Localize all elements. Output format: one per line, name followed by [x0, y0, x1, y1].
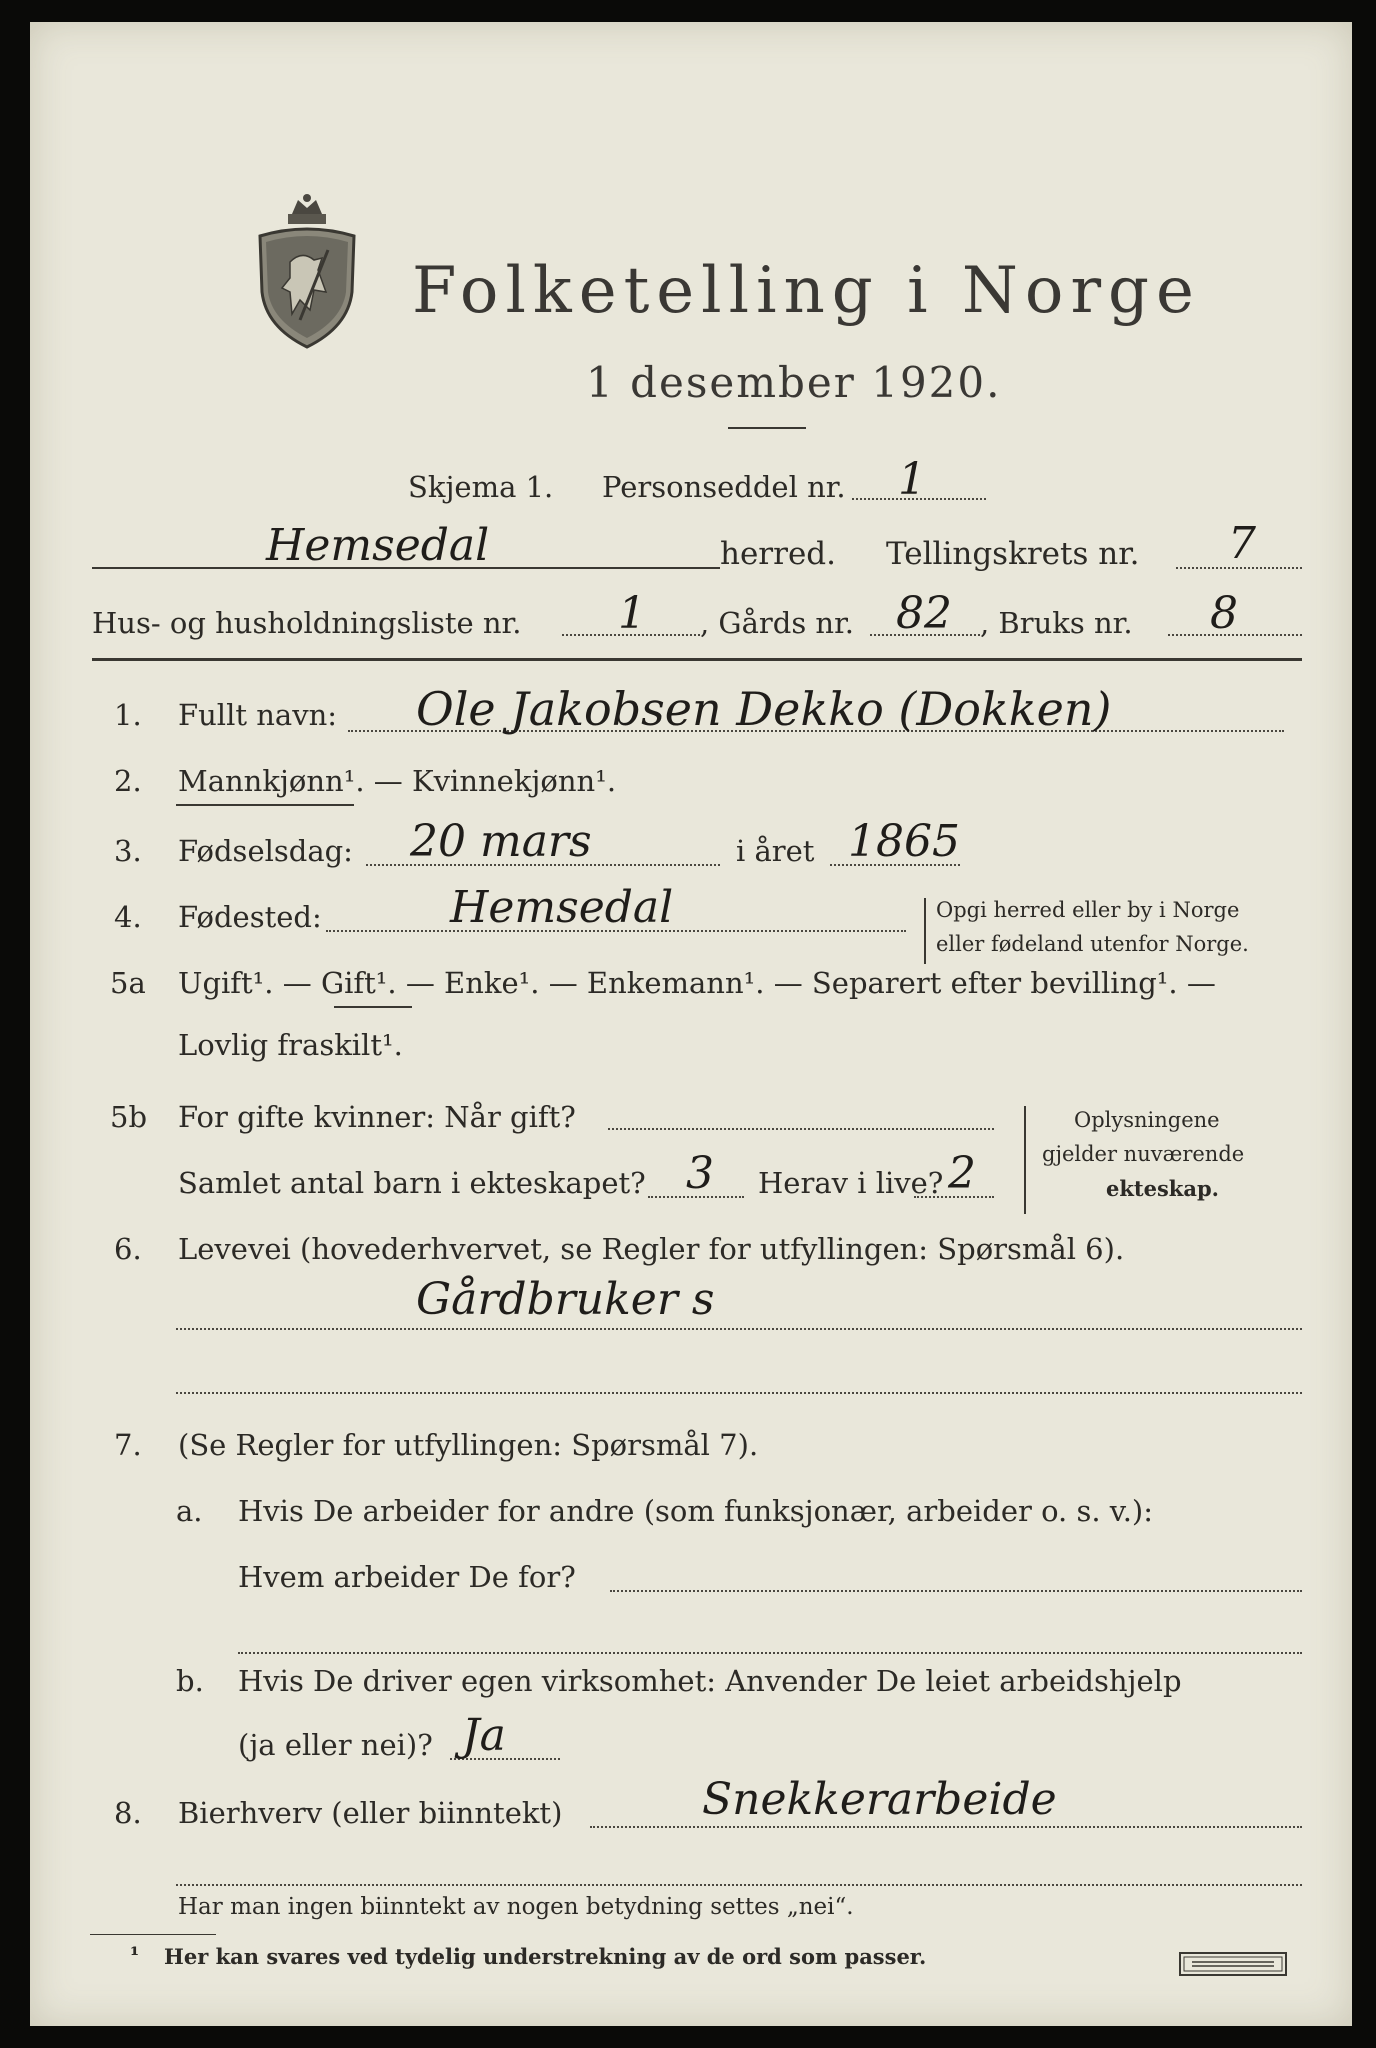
- q4-note-line2: eller fødeland utenfor Norge.: [936, 932, 1249, 956]
- q5a-number: 5a: [110, 966, 146, 1000]
- q2-label: Mannkjønn¹. — Kvinnekjønn¹.: [178, 764, 617, 798]
- q8-value: Snekkerarbeide: [702, 1774, 1057, 1825]
- hus-value: 1: [618, 588, 646, 639]
- q6-label: Levevei (hovederhvervet, se Regler for utfyllingen: Spørsmål 6).: [178, 1232, 1125, 1266]
- q7b-line2: (ja eller nei)?: [238, 1728, 433, 1762]
- bruks-value: 8: [1210, 588, 1238, 639]
- q3-label: Fødselsdag:: [178, 834, 353, 868]
- tellingskrets-value: 7: [1228, 518, 1256, 569]
- bruks-label: , Bruks nr.: [980, 606, 1133, 640]
- footnote-text: Her kan svares ved tydelig understrekning av de ord som passer.: [164, 1944, 927, 1969]
- personseddel-value: 1: [898, 454, 926, 505]
- q4-number: 4.: [114, 900, 142, 934]
- title-divider: [728, 427, 806, 429]
- page-title: Folketelling i Norge: [412, 254, 1201, 328]
- q7a-field-line2: [238, 1652, 1302, 1654]
- q3-year-value: 1865: [848, 816, 960, 867]
- q5a-gift-underline: [334, 1006, 412, 1008]
- q1-value: Ole Jakobsen Dekko (Dokken): [416, 682, 1112, 736]
- q7b-value: Ja: [462, 1710, 506, 1761]
- q5a-line1: Ugift¹. — Gift¹. — Enke¹. — Enkemann¹. — Separert efter bevilling¹. —: [178, 966, 1216, 1000]
- q7a-letter: a.: [176, 1494, 203, 1528]
- q3-value: 20 mars: [410, 816, 592, 867]
- printer-stamp-icon: [1178, 1950, 1288, 1978]
- q5b-when-field: [608, 1128, 994, 1130]
- q8-field-line2: [176, 1884, 1302, 1886]
- biinntekt-note: Har man ingen biinntekt av nogen betydning settes „nei“.: [178, 1894, 854, 1920]
- q4-note-brace: [924, 898, 926, 964]
- q5b-ilive-label: Herav i live?: [758, 1166, 944, 1200]
- skjema-label: Skjema 1.: [408, 470, 554, 504]
- q2-number: 2.: [114, 764, 142, 798]
- q7a-line2: Hvem arbeider De for?: [238, 1560, 576, 1594]
- q5b-note-line1: Oplysningene: [1074, 1108, 1220, 1132]
- q8-field-line1: [590, 1826, 1302, 1828]
- q5b-number: 5b: [110, 1100, 148, 1134]
- q5b-ilive-value: 2: [948, 1148, 976, 1199]
- q5b-note-brace: [1024, 1106, 1026, 1214]
- personseddel-label: Personseddel nr.: [602, 470, 846, 504]
- q5b-barn-value: 3: [686, 1148, 714, 1199]
- q4-note-line1: Opgi herred eller by i Norge: [936, 898, 1240, 922]
- tellingskrets-label: Tellingskrets nr.: [886, 536, 1140, 572]
- census-form-page: [30, 22, 1352, 2026]
- norway-coat-of-arms-icon: [252, 192, 362, 352]
- q4-label: Fødested:: [178, 900, 322, 934]
- q7-number: 7.: [114, 1428, 142, 1462]
- q1-number: 1.: [114, 698, 142, 732]
- q6-field-line1: [176, 1328, 1302, 1330]
- hus-label: Hus- og husholdningsliste nr.: [92, 606, 522, 640]
- q7-label: (Se Regler for utfyllingen: Spørsmål 7).: [178, 1428, 759, 1462]
- q5b-note-line3: ekteskap.: [1106, 1176, 1219, 1201]
- q5b-label1: For gifte kvinner: Når gift?: [178, 1100, 576, 1134]
- header-divider: [92, 658, 1302, 661]
- q8-number: 8.: [114, 1796, 142, 1830]
- gards-label: , Gårds nr.: [700, 606, 854, 640]
- footnote-divider: [90, 1934, 216, 1935]
- q7a-line1: Hvis De arbeider for andre (som funksjonær, arbeider o. s. v.):: [238, 1494, 1154, 1528]
- q3-number: 3.: [114, 834, 142, 868]
- q6-value: Gårdbruker s: [416, 1274, 715, 1325]
- footnote-mark: ¹: [130, 1942, 140, 1967]
- q3-year-label: i året: [736, 834, 815, 868]
- q7b-letter: b.: [176, 1664, 204, 1698]
- q8-label: Bierhverv (eller biinntekt): [178, 1796, 563, 1830]
- q5b-note-line2: gjelder nuværende: [1042, 1142, 1245, 1166]
- herred-value: Hemsedal: [266, 520, 490, 571]
- q7a-field-line1: [610, 1590, 1302, 1592]
- q2-underline: [176, 804, 354, 806]
- q4-value: Hemsedal: [450, 882, 674, 933]
- q6-field-line2: [176, 1392, 1302, 1394]
- census-date: 1 desember 1920.: [586, 358, 1002, 407]
- q1-label: Fullt navn:: [178, 698, 338, 732]
- q7b-line1: Hvis De driver egen virksomhet: Anvender De leiet arbeidshjelp: [238, 1664, 1182, 1698]
- herred-label: herred.: [720, 536, 836, 572]
- gards-value: 82: [896, 588, 952, 639]
- q6-number: 6.: [114, 1232, 142, 1266]
- q5a-line2: Lovlig fraskilt¹.: [178, 1028, 403, 1062]
- q5b-label2: Samlet antal barn i ekteskapet?: [178, 1166, 646, 1200]
